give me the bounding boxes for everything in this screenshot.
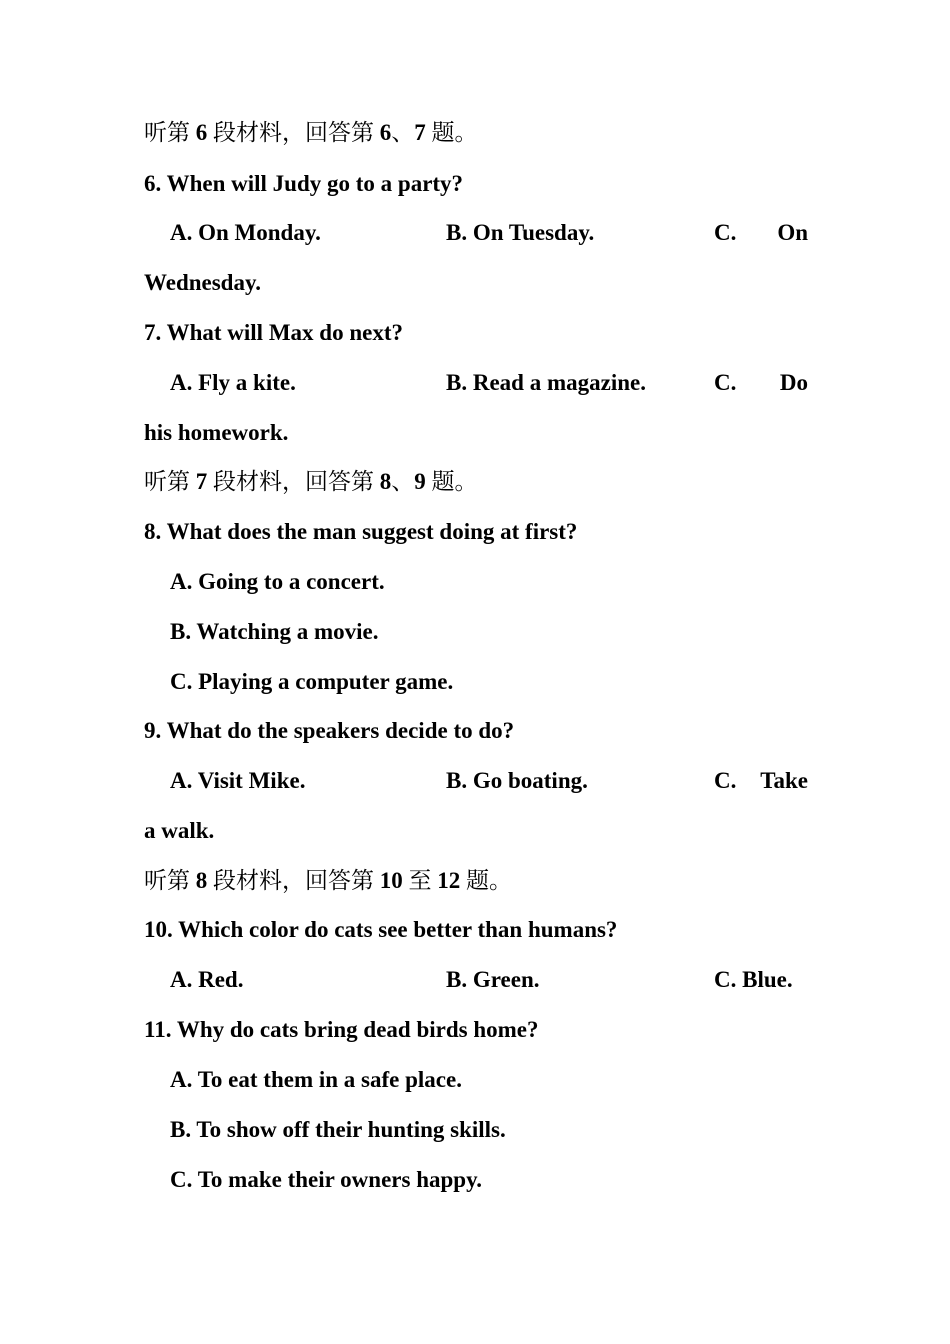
section-text: 至 (402, 868, 438, 893)
question-10: 10. Which color do cats see better than humans? (144, 917, 618, 942)
question-6: 6. When will Judy go to a party? (144, 171, 464, 196)
section-text: 听第 (144, 120, 196, 145)
option-c-word: Take (760, 768, 808, 793)
section-header-7 (144, 457, 808, 507)
option-a: A. Going to a concert. (170, 569, 385, 594)
option-c (714, 208, 808, 258)
section-number: 6 (195, 120, 208, 145)
option-c-word: On (777, 220, 808, 245)
question-number: 9 (414, 469, 426, 494)
section-header-8 (144, 856, 808, 906)
option-c (714, 358, 808, 408)
option-b: B. On Tuesday. (446, 220, 595, 245)
section-text: 、 (391, 120, 415, 145)
option-c-letter: C. (714, 370, 737, 395)
section-header-6 (144, 108, 808, 158)
option-c-letter: C. (714, 768, 737, 793)
question-number: 6 (379, 120, 392, 145)
option-b: B. Watching a movie. (170, 619, 379, 644)
option-c-continuation: his homework. (144, 420, 289, 445)
option-a: A. Red. (170, 967, 244, 992)
question-number: 10 (379, 868, 403, 893)
section-text: 听第 (144, 469, 196, 494)
section-text: 、 (391, 469, 415, 494)
option-a: A. Visit Mike. (170, 768, 306, 793)
question-number: 7 (414, 120, 426, 145)
option-b: B. Go boating. (446, 768, 588, 793)
option-b: B. To show off their hunting skills. (170, 1117, 506, 1142)
section-text: 题。 (460, 868, 512, 893)
section-text: 段材料，回答第 (207, 120, 380, 145)
option-b: B. Read a magazine. (446, 370, 646, 395)
section-text: 段材料，回答第 (207, 868, 380, 893)
option-c: C. Blue. (714, 967, 793, 992)
section-text: 题。 (425, 120, 478, 145)
section-number: 7 (195, 469, 208, 494)
question-10-options (144, 955, 808, 1005)
option-c-continuation: a walk. (144, 818, 215, 843)
option-c: C. To make their owners happy. (170, 1167, 483, 1192)
question-7-options (144, 358, 808, 408)
question-9-options (144, 756, 808, 806)
option-c-continuation: Wednesday. (144, 270, 261, 295)
question-number: 12 (437, 868, 461, 893)
option-c: C. Playing a computer game. (170, 669, 454, 694)
question-9: 9. What do the speakers decide to do? (144, 718, 515, 743)
section-text: 题。 (425, 469, 478, 494)
question-11: 11. Why do cats bring dead birds home? (144, 1017, 539, 1042)
option-b: B. Green. (446, 967, 540, 992)
section-number: 8 (195, 868, 208, 893)
option-a: A. Fly a kite. (170, 370, 296, 395)
option-c (714, 756, 808, 806)
section-text: 段材料，回答第 (207, 469, 380, 494)
question-number: 8 (379, 469, 392, 494)
question-6-options (144, 208, 808, 258)
question-8: 8. What does the man suggest doing at first? (144, 519, 578, 544)
option-c-word: Do (779, 370, 808, 395)
option-a: A. On Monday. (170, 220, 321, 245)
option-c-letter: C. (714, 220, 737, 245)
section-text: 听第 (144, 868, 196, 893)
option-a: A. To eat them in a safe place. (170, 1067, 462, 1092)
question-7: 7. What will Max do next? (144, 320, 403, 345)
